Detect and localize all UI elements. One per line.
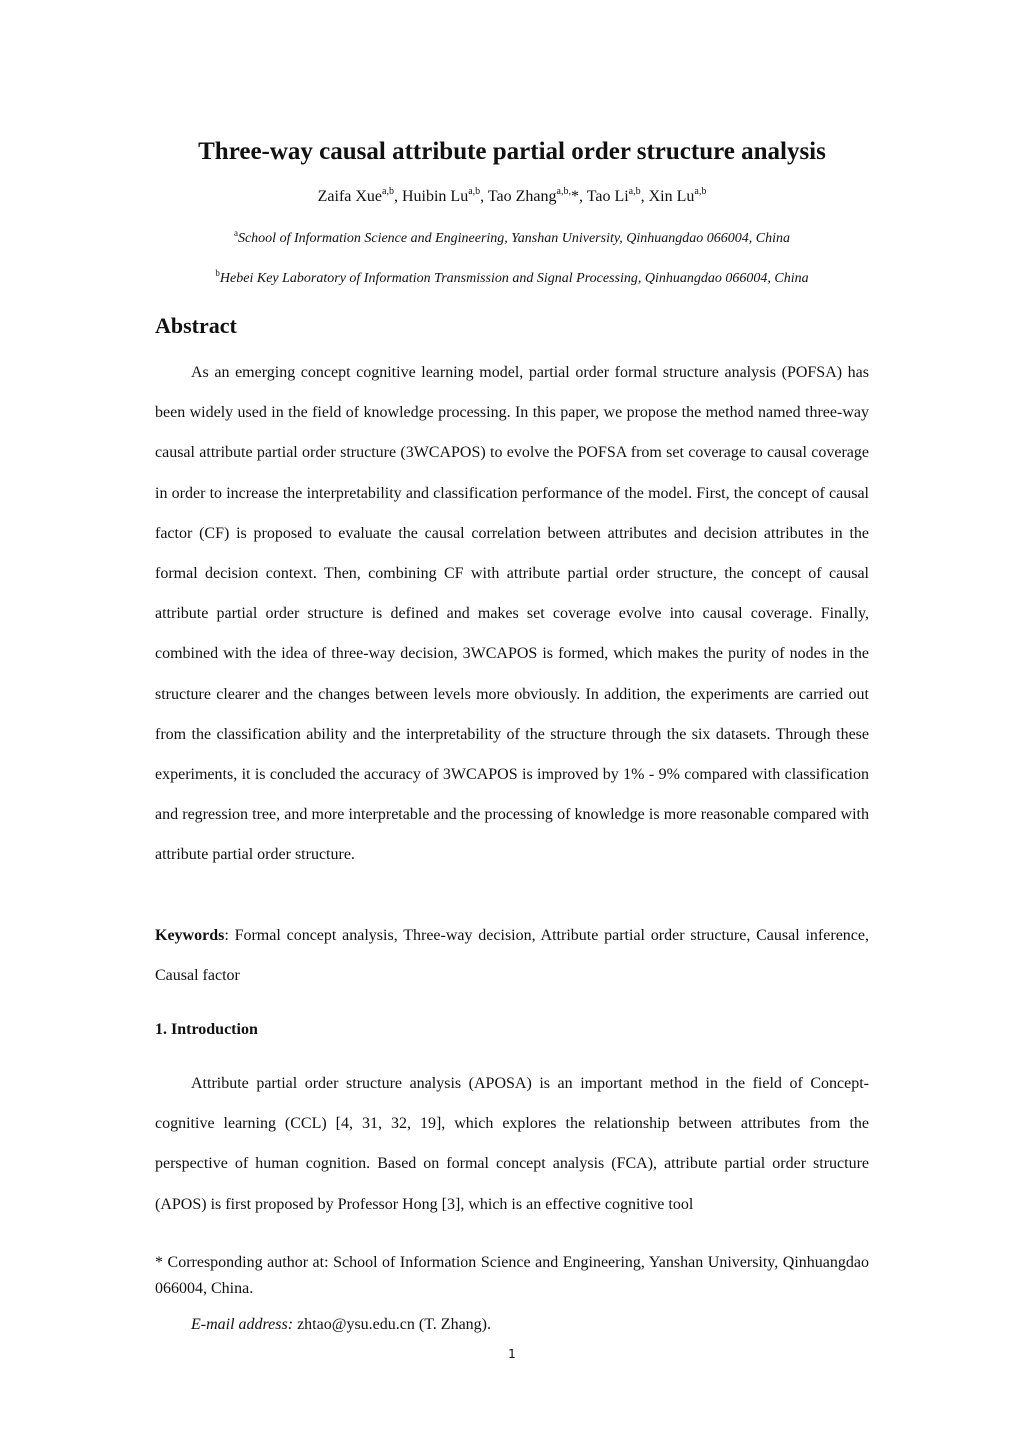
author-separator: , [640, 188, 649, 205]
author-affiliation-sup: a,b [468, 186, 481, 197]
author-affiliation-sup: a,b, [556, 186, 571, 197]
introduction-paragraph: Attribute partial order structure analysis (APOSA) is an important method in the field of Concept-cognitive learning (CCL) [4, 31, 32, 19], which explores the relationship between attributes from the perspective of human cognition. Based on formal concept analysis (FCA), attribute partial order structure (APOS) is first proposed by Professor Hong [3], which is an effective cognitive tool [155, 1075, 869, 1213]
email-value: zhtao@ysu.edu.cn (T. Zhang). [293, 1316, 491, 1333]
author-name: Zaifa Xue [317, 188, 383, 205]
author-list [155, 186, 869, 208]
keywords-label: Keywords [155, 927, 225, 944]
affiliation-text: Hebei Key Laboratory of Information Transmission and Signal Processing, Qinhuangdao 066004, China [219, 271, 809, 286]
affiliation-b [155, 269, 869, 289]
author-affiliation-sup: a,b [382, 186, 394, 197]
email-label: E-mail address: [191, 1316, 294, 1333]
introduction-heading: 1. Introduction [155, 1021, 258, 1038]
author-separator: , [480, 188, 488, 205]
keywords-text: : Formal concept analysis, Three-way decision, Attribute partial order structure, Causal inference, Causal factor [155, 927, 869, 985]
author-name: Xin Lu [648, 188, 695, 205]
affiliation-sup: b [215, 268, 220, 278]
footnote-email [191, 1313, 491, 1337]
affiliation-a [155, 229, 869, 249]
affiliation-text: School of Information Science and Engineering, Yanshan University, Qinhuangdao 066004, China [237, 231, 791, 246]
corresponding-author-footnote: * Corresponding author at: School of Information Science and Engineering, Yanshan University, Qinhuangdao 066004, China. [155, 1254, 869, 1297]
author-separator: , [578, 188, 587, 205]
author-name: Tao Zhang [487, 188, 557, 205]
affiliation-sup: a [233, 228, 238, 238]
page-number: 1 [508, 1347, 516, 1361]
corresponding-author-mark: * [570, 188, 579, 205]
keywords-paragraph [155, 916, 869, 996]
abstract-paragraph: As an emerging concept cognitive learning model, partial order formal structure analysis (POFSA) has been widely used in the field of knowledge processing. In this paper, we propose the method named three-way causal attribute partial order structure (3WCAPOS) to evolve the POFSA from set coverage to causal coverage in order to increase the interpretability and classification performance of the model. First, the concept of causal factor (CF) is proposed to evaluate the causal correlation between attributes and decision attributes in the formal decision context. Then, combining CF with attribute partial order structure, the concept of causal attribute partial order structure is defined and makes set coverage evolve into causal coverage. Finally, combined with the idea of three-way decision, 3WCAPOS is formed, which makes the purity of nodes in the structure clearer and the changes between levels more obviously. In addition, the experiments are carried out from the classification ability and the interpretability of the structure through the six datasets. Through these experiments, it is concluded the accuracy of 3WCAPOS is improved by 1% - 9% compared with classification and regression tree, and more interpretable and the processing of knowledge is more reasonable compared with attribute partial order structure. [155, 364, 869, 864]
author-name: Tao Li [586, 188, 629, 205]
author-name: Huibin Lu [401, 188, 469, 205]
paper-page [155, 0, 869, 1448]
author-affiliation-sup: a,b [628, 186, 641, 197]
author-affiliation-sup: a,b [694, 186, 707, 197]
author-separator: , [393, 188, 402, 205]
paper-title: Three-way causal attribute partial order structure analysis [198, 138, 826, 165]
abstract-heading: Abstract [155, 313, 237, 338]
